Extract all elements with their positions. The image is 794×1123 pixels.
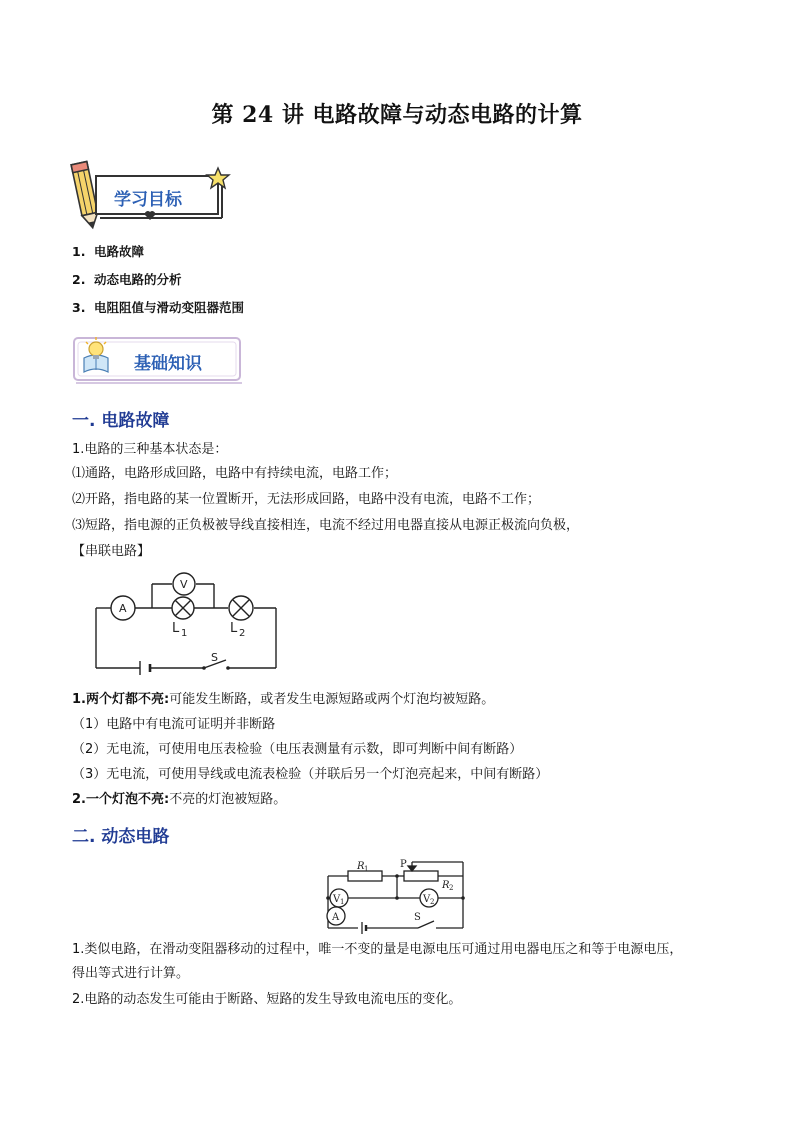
section-heading-dynamic: 二. 动态电路 <box>72 827 170 847</box>
series-circuit-diagram <box>92 570 284 676</box>
case-text: 可能发生断路，或者发生电源短路或两个灯泡均被短路。 <box>169 692 495 707</box>
paragraph-line: ⑴通路，电路形成回路，电路中有持续电流，电路工作； <box>72 466 398 481</box>
objective-item <box>72 242 144 260</box>
paragraph-line: 1.电路的三种基本状态是： <box>72 442 228 457</box>
section-heading-faults: 一. 电路故障 <box>72 411 170 431</box>
v1-label: V <box>333 894 341 905</box>
objective-number: 3. <box>72 300 86 315</box>
switch-label: S <box>211 651 218 664</box>
dynamic-circuit-diagram <box>318 858 470 934</box>
case-line <box>72 788 286 812</box>
objective-item <box>72 270 182 288</box>
paragraph-line: （1）电路中有电流可证明并非断路 <box>72 717 276 732</box>
objective-number: 2. <box>72 272 86 287</box>
ammeter2-label: A <box>332 912 340 923</box>
lamp1-label: L <box>172 621 180 636</box>
r1-label: R <box>357 861 365 872</box>
switch2-label: S <box>414 912 421 923</box>
objective-number: 1. <box>72 244 86 259</box>
objectives-banner <box>66 156 236 232</box>
case-title: 2.一个灯泡不亮: <box>72 792 170 807</box>
lamp1-subscript: 1 <box>181 628 188 639</box>
knowledge-banner <box>72 334 244 386</box>
r2-label: R <box>442 880 450 891</box>
paragraph-line: ⑵开路，指电路的某一位置断开，无法形成回路，电路中没有电流，电路不工作； <box>72 492 541 507</box>
v2-subscript: 2 <box>430 898 435 906</box>
paragraph-line: （2）无电流，可使用电压表检验（电压表测量有示数，即可判断中间有断路） <box>72 742 523 757</box>
ammeter-label: A <box>119 602 127 615</box>
objective-text: 电路故障 <box>94 244 145 259</box>
knowledge-banner-label: 基础知识 <box>134 354 202 374</box>
case-text: 不亮的灯泡被短路。 <box>169 792 287 807</box>
objective-item <box>72 298 244 316</box>
lamp2-subscript: 2 <box>239 628 246 639</box>
v2-label: V <box>423 894 431 905</box>
paragraph-line: ⑶短路，指电源的正负极被导线直接相连，电流不经过用电器直接从电源正极流向负极， <box>72 518 580 533</box>
slider-p-label: P <box>400 859 407 870</box>
lamp2-label: L <box>230 621 238 636</box>
objective-text: 动态电路的分析 <box>94 272 182 287</box>
case-title: 1.两个灯都不亮: <box>72 692 170 707</box>
voltmeter-label: V <box>180 578 188 591</box>
v1-subscript: 1 <box>340 898 345 906</box>
paragraph-line: 得出等式进行计算。 <box>72 966 190 981</box>
paragraph-line: 2.电路的动态发生可能由于断路、短路的发生导致电流电压的变化。 <box>72 992 462 1007</box>
r2-subscript: 2 <box>449 884 454 892</box>
paragraph-line: 1.类似电路，在滑动变阻器移动的过程中，唯一不变的量是电源电压可通过用电器电压之和等于电源电压， <box>72 942 683 957</box>
paragraph-line: 【串联电路】 <box>72 544 151 559</box>
page-title: 第 24 讲 电路故障与动态电路的计算 <box>211 102 583 128</box>
objective-text: 电阻阻值与滑动变阻器范围 <box>94 300 245 315</box>
objectives-banner-label: 学习目标 <box>114 190 182 210</box>
r1-subscript: 1 <box>364 865 369 873</box>
paragraph-line: （3）无电流，可使用导线或电流表检验（并联后另一个灯泡亮起来，中间有断路） <box>72 767 549 782</box>
case-line <box>72 688 494 712</box>
